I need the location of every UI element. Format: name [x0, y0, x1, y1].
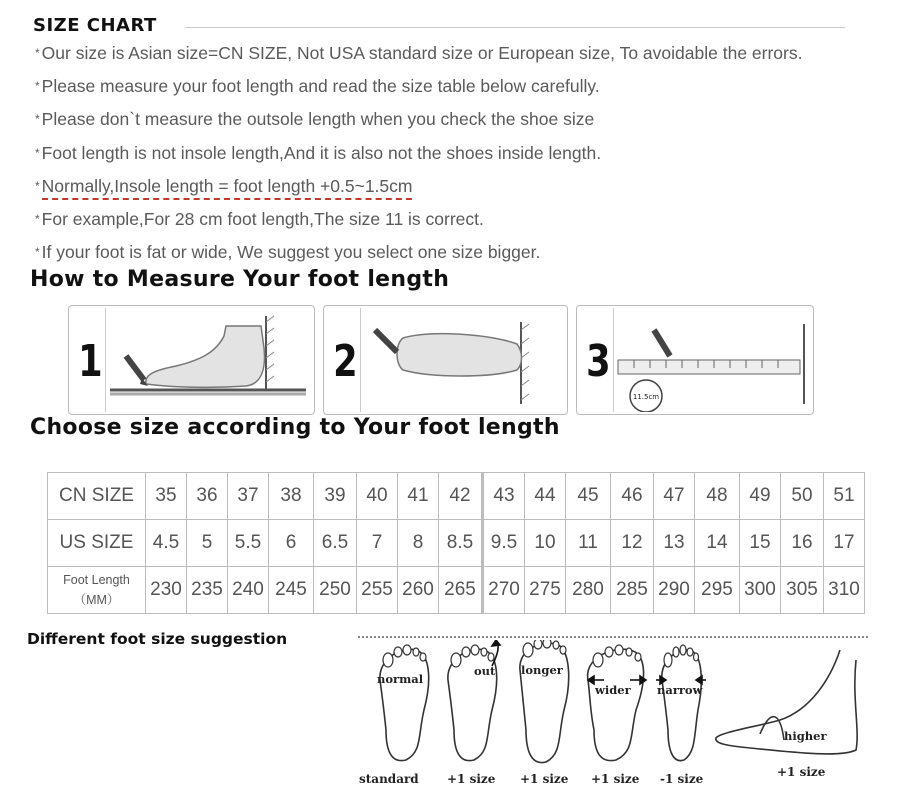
measure-step-3 [576, 305, 814, 415]
foot-label-wider: wider [595, 683, 631, 697]
foot-bottom-wider: +1 size [591, 772, 640, 786]
table-row-mm: Foot Length （MM） 230 235 240 245 250 255 260 265 270 275 280 285 290 295 300 305 310 [48, 567, 865, 614]
foot-suggestion-illustrations [360, 640, 890, 768]
note-2: * Please measure your foot length and read the size table below carefully. [35, 76, 600, 96]
row-label-us: US SIZE [48, 520, 146, 567]
header-divider [185, 27, 845, 28]
size-chart-title: SIZE CHART [33, 15, 157, 36]
note-3: * Please don`t measure the outsole length when you check the shoe size [35, 109, 595, 129]
note-7: * If your foot is fat or wide, We suggest you select one size bigger. [35, 242, 541, 262]
note-4: * Foot length is not insole length,And it is also not the shoes inside length. [35, 143, 602, 163]
dotted-divider [358, 636, 868, 638]
step-number: 1 [78, 336, 103, 387]
foot-bottom-out: +1 size [447, 772, 496, 786]
note-6: * For example,For 28 cm foot length,The size 11 is correct. [35, 209, 484, 229]
table-row-cn: CN SIZE 35 36 37 38 39 40 41 42 43 44 45 46 47 48 49 50 51 [48, 473, 865, 520]
measure-step-2 [323, 305, 568, 415]
foot-label-higher: higher [784, 729, 827, 743]
foot-longer-outline [520, 643, 569, 762]
step-number: 2 [333, 336, 358, 387]
foot-bottom-higher: +1 size [777, 765, 826, 779]
ruler-reading: 11.5cm [632, 393, 660, 401]
foot-label-longer: longer [521, 663, 563, 677]
foot-top-illustration [361, 308, 567, 412]
foot-bottom-narrow: -1 size [660, 772, 704, 786]
foot-bottom-standard: standard [359, 772, 419, 786]
foot-label-normal: normal [377, 672, 424, 686]
note-1: * Our size is Asian size=CN SIZE, Not USA standard size or European size, To avoidable the errors. [35, 43, 803, 63]
row-label-mm: Foot Length （MM） [48, 567, 146, 614]
foot-bottom-longer: +1 size [520, 772, 569, 786]
step-number: 3 [586, 336, 611, 387]
choose-title: Choose size according to Your foot length [30, 415, 560, 440]
table-row-us: US SIZE 4.5 5 5.5 6 6.5 7 8 8.5 9.5 10 11 12 13 14 15 16 17 [48, 520, 865, 567]
row-label-cn: CN SIZE [48, 473, 146, 520]
ruler-illustration [614, 308, 813, 412]
note-5: * Normally,Insole length = foot length +0.5~1.5cm [35, 176, 412, 197]
size-table [47, 472, 865, 614]
suggestion-title: Different foot size suggestion [27, 630, 288, 648]
foot-side-illustration [106, 308, 314, 412]
foot-label-narrow: narrow [657, 683, 703, 697]
foot-label-out: out [474, 664, 496, 678]
measure-step-1 [68, 305, 315, 415]
measure-title: How to Measure Your foot length [30, 267, 450, 292]
